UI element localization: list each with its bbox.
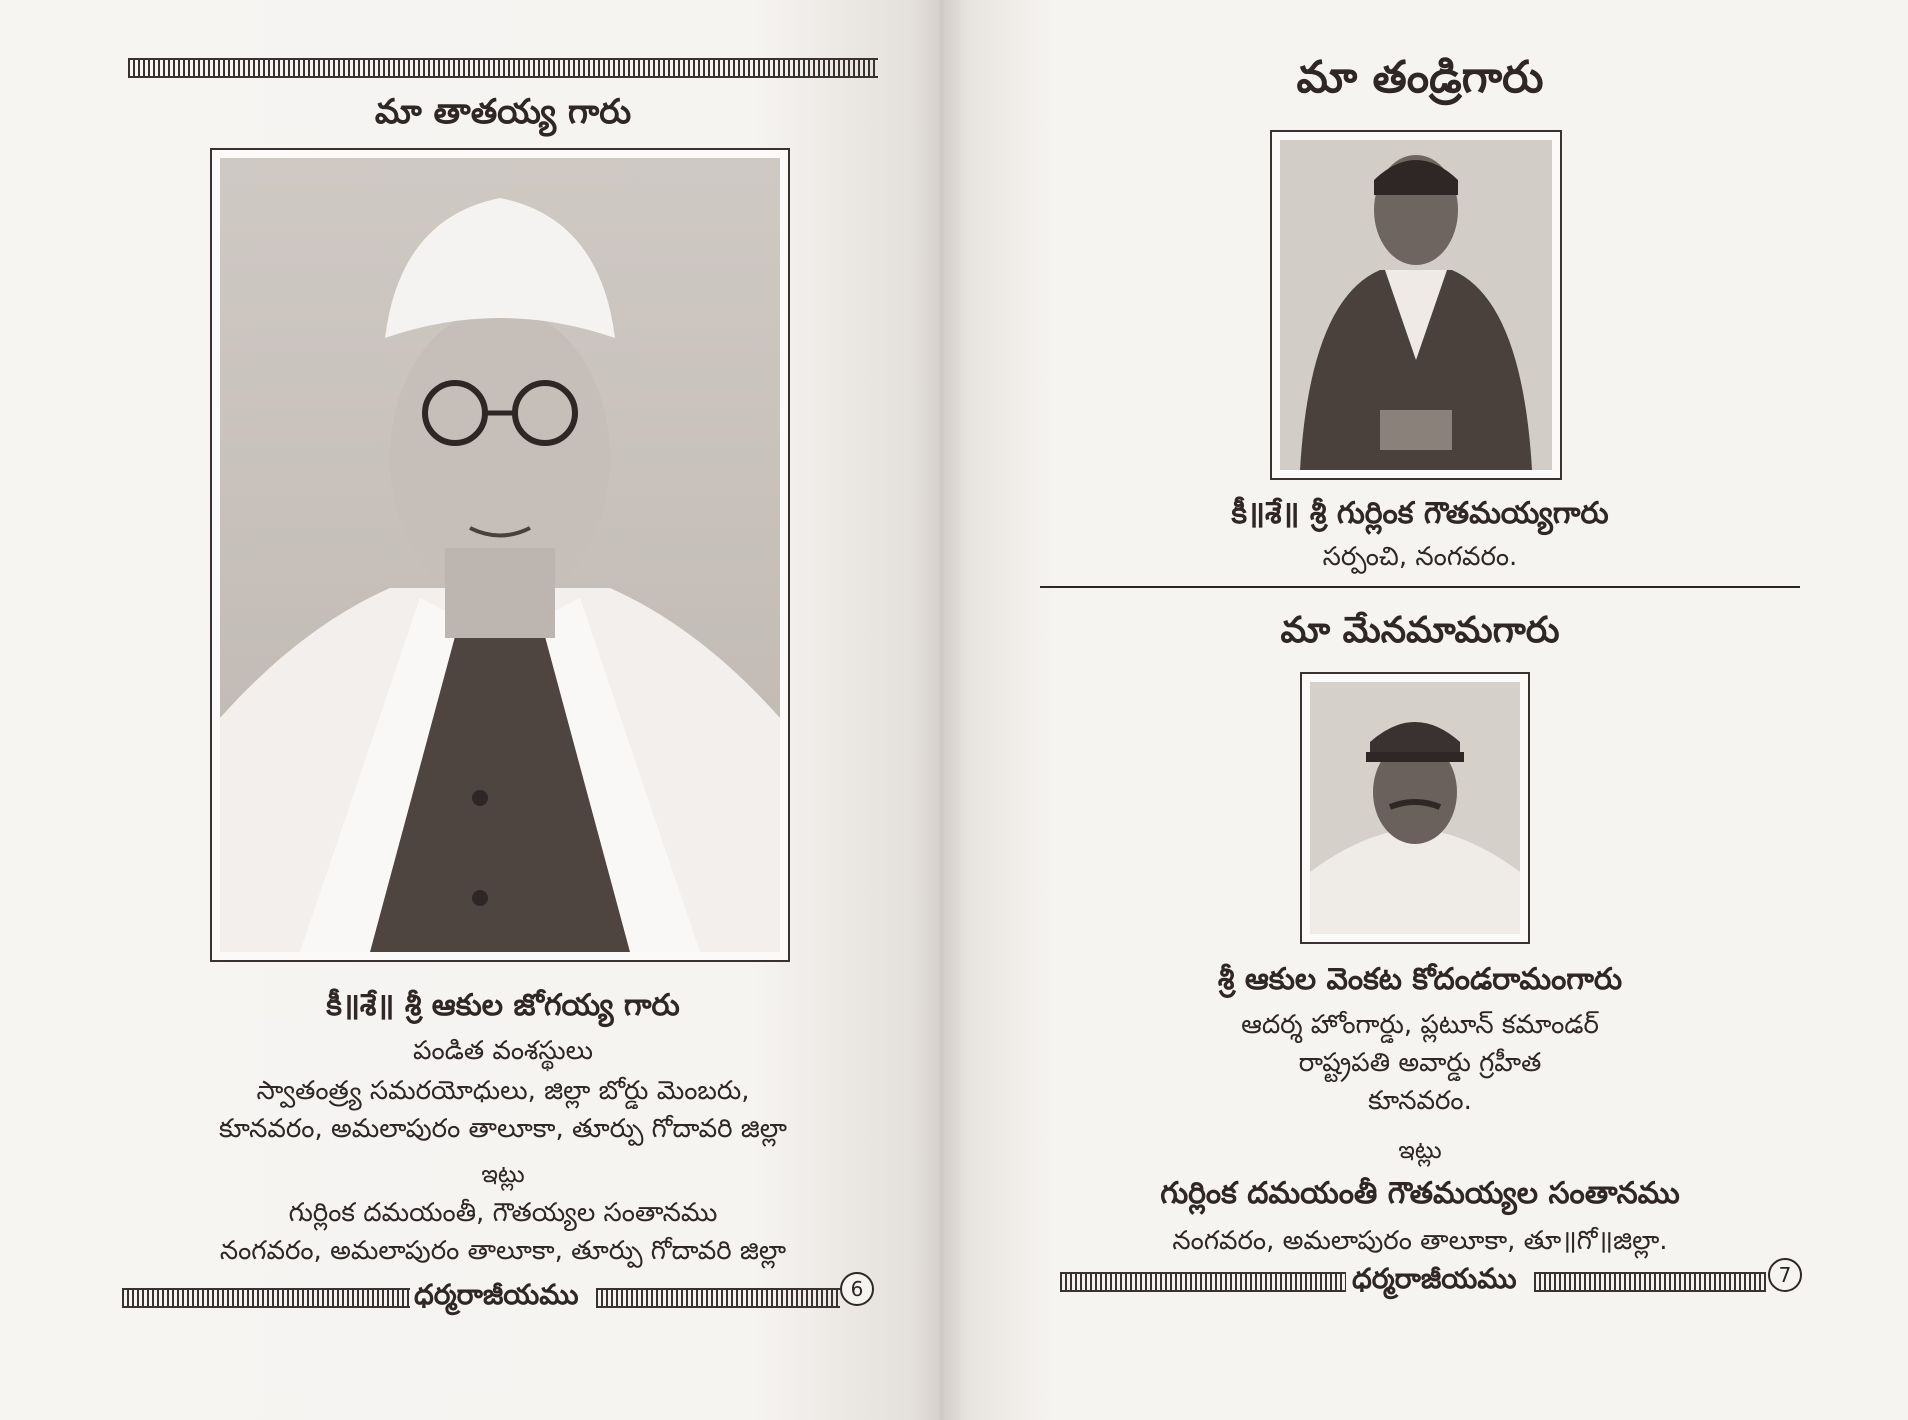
uncle-detail-1: ఆదర్శ హోంగార్డు, ప్లటూన్ కమాండర్ [1241, 1010, 1599, 1040]
section-divider [1040, 586, 1800, 588]
bottom-ornament-right [1534, 1272, 1766, 1292]
bottom-ornament-left [1060, 1272, 1346, 1292]
right-footer-title: ధర్మరాజీయము [1352, 1262, 1517, 1295]
grandfather-name: కీ॥శే॥ శ్రీ ఆకుల జోగయ్య గారు [326, 988, 680, 1023]
uncle-detail-3: కూనవరం. [1368, 1086, 1472, 1116]
grandfather-detail-1: పండిత వంశస్థులు [412, 1036, 594, 1066]
right-page [940, 0, 1908, 1420]
uncle-detail-2: రాష్ట్రపతి అవార్డు గ్రహీత [1298, 1048, 1542, 1078]
father-heading: మా తండ్రిగారు [1296, 52, 1544, 103]
father-portrait-image [1280, 140, 1552, 470]
left-signoff-1: గుర్లింక దమయంతీ, గౌతయ్యల సంతానము [288, 1198, 718, 1228]
father-photo [1270, 130, 1562, 480]
left-page [0, 0, 940, 1420]
right-signoff-bold: గుర్లింక దమయంతీ గౌతమయ్యల సంతానము [1160, 1176, 1680, 1211]
right-signoff-place: నంగవరం, అమలాపురం తాలూకా, తూ॥గో॥జిల్లా. [1172, 1226, 1668, 1256]
left-page-heading: మా తాతయ్య గారు [374, 92, 632, 132]
uncle-portrait-image [1310, 682, 1520, 934]
father-detail: సర్పంచి, నంగవరం. [1322, 542, 1518, 572]
left-footer-title: ధర్మరాజీయము [414, 1278, 579, 1311]
left-page-number: 6 [840, 1272, 874, 1306]
grandfather-detail-3: కూనవరం, అమలాపురం తాలూకా, తూర్పు గోదావరి జిల్లా [218, 1114, 788, 1144]
right-itlu: ఇట్లు [1398, 1136, 1442, 1164]
grandfather-photo [210, 148, 790, 962]
grandfather-portrait-image [220, 158, 780, 952]
uncle-name: శ్రీ ఆకుల వెంకట కోదండరామంగారు [1217, 962, 1623, 997]
father-name: కీ॥శే॥ శ్రీ గుర్లింక గౌతమయ్యగారు [1231, 496, 1609, 531]
bottom-ornament-left [122, 1288, 410, 1308]
bottom-ornament-right [596, 1288, 840, 1308]
left-signoff-2: నంగవరం, అమలాపురం తాలూకా, తూర్పు గోదావరి జిల్లా [219, 1236, 787, 1266]
left-itlu: ఇట్లు [481, 1160, 525, 1188]
top-ornament-border [128, 58, 878, 78]
uncle-heading: మా మేనమామగారు [1280, 610, 1560, 651]
grandfather-detail-2: స్వాతంత్ర్య సమరయోధులు, జిల్లా బోర్డు మెంబరు, [256, 1076, 750, 1106]
uncle-photo [1300, 672, 1530, 944]
right-page-number: 7 [1768, 1258, 1802, 1292]
